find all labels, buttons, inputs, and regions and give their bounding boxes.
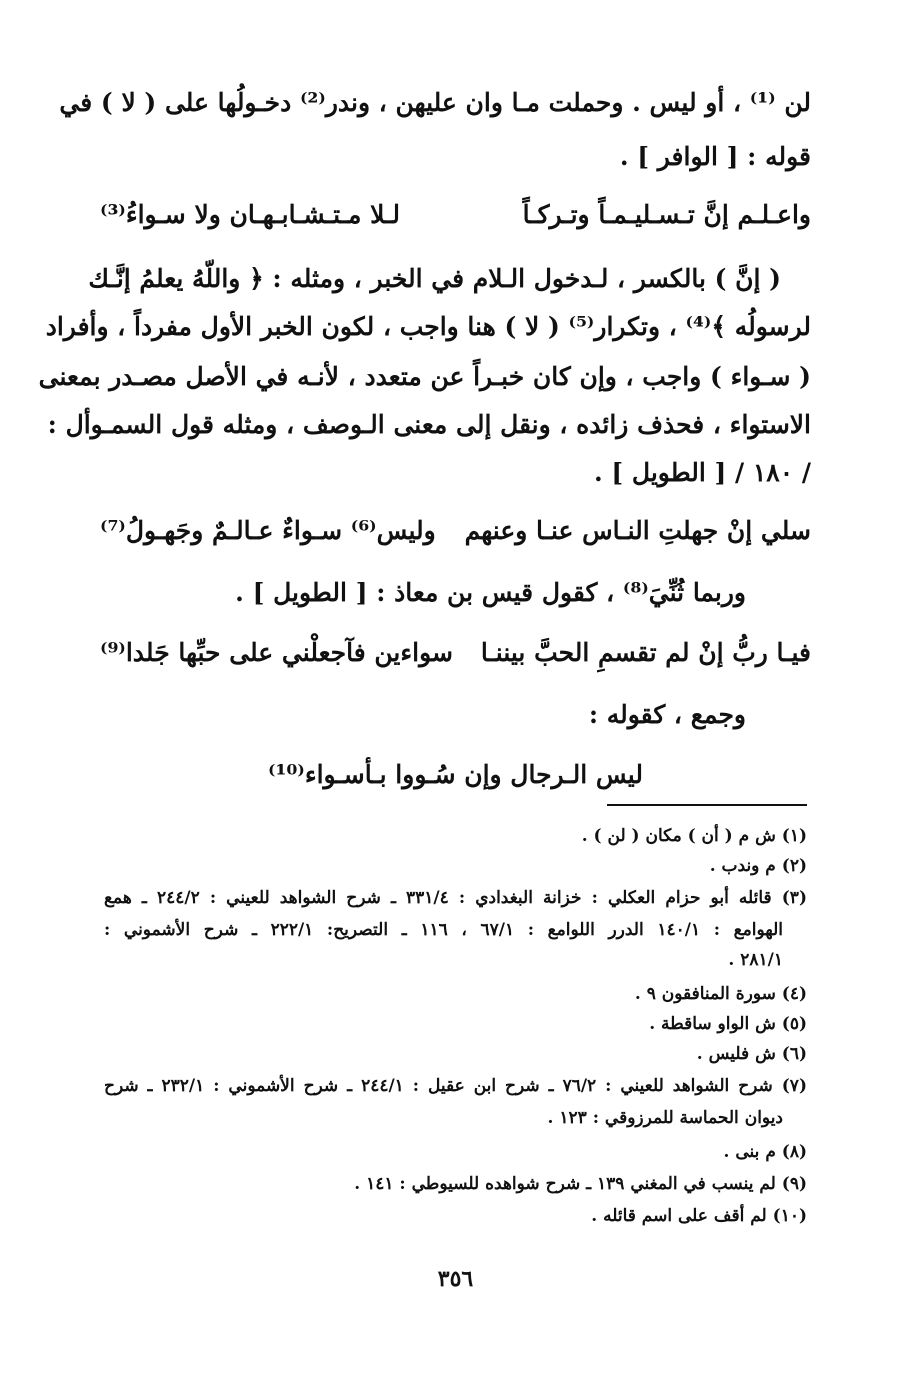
verse4: ليس الـرجال وإن سُـووا بـأسـواء⁽¹⁰⁾ [268, 760, 643, 789]
verse1-second-hemistich: لـلا مـتـشـابـهـان ولا سـواءُ⁽³⁾ [100, 200, 400, 229]
verse1-first-hemistich: واعـلـم إنَّ تـسـليـمـاً وتـركـاً [522, 200, 811, 229]
line-after-verse3: وجمع ، كقوله : [588, 700, 746, 729]
footnote-5: (٥) ش الواو ساقطة . [649, 1014, 807, 1034]
footnote-7-line-1: (٧) شرح الشواهد للعيني : ٧٦/٢ ـ شرح ابن عقيل : ٢٤٤/١ ـ شرح الأشموني : ٢٣٢/١ ـ شرح [104, 1076, 807, 1096]
footnote-3-line-3: ٢٨١/١ . [728, 950, 783, 970]
verse3-second-hemistich: سواءين فآجعلْني على حبِّها جَلدا⁽⁹⁾ [100, 638, 453, 667]
footnote-3-line-1: (٣) قائله أبو حزام العكلي : خزانة البغدادي : ٣٣١/٤ ـ شرح الشواهد للعيني : ٢٤٤/٢ ـ همع [104, 888, 807, 908]
page-number: ٣٥٦ [437, 1266, 474, 1292]
body-line-1: لن ⁽¹⁾ ، أو ليس . وحملت مـا وان عليهن ، وندر⁽²⁾ دخـولُها على ( لا ) في [59, 88, 811, 117]
footnote-1: (١) ش م ( أن ) مكان ( لن ) . [581, 826, 807, 846]
footnote-4: (٤) سورة المنافقون ٩ . [634, 984, 807, 1004]
paragraph-line-5: / ١٨٠ / [ الطويل ] . [593, 458, 811, 487]
paragraph-line-1: ( إنَّ ) بالكسر ، لـدخول الـلام في الخبر ، ومثله : ﴿ واللّهُ يعلمُ إنَّـك [88, 264, 781, 293]
verse2-second-hemistich: وليس⁽⁶⁾ سـواءٌ عـالـمٌ وجَهـولُ⁽⁷⁾ [100, 516, 436, 545]
body-line-2: قوله : [ الوافر ] . [619, 142, 811, 171]
footnote-2: (٢) م وندب . [709, 856, 807, 876]
verse3-first-hemistich: فيـا ربُّ إنْ لم تقسمِ الحبَّ بيننـا [480, 638, 811, 667]
paragraph-line-2: لرسولُه ﴾⁽⁴⁾ ، وتكرار⁽⁵⁾ ( لا ) هنا واجب ، لكون الخبر الأول مفرداً ، وأفراد [45, 312, 811, 341]
footnote-8: (٨) م بنى . [723, 1142, 807, 1162]
paragraph-line-4: الاستواء ، فحذف زائده ، ونقل إلى معنى الـوصف ، ومثله قول السمـوأل : [47, 410, 811, 439]
line-after-verse2: وربما ثُنِّيَ⁽⁸⁾ ، كقول قيس بن معاذ : [ الطويل ] . [235, 578, 746, 607]
footnote-3-line-2: الهوامع : ١٤٠/١ الدرر اللوامع : ٦٧/١ ، ١١٦ ـ التصريح: ٢٢٢/١ ـ شرح الأشموني : [104, 920, 784, 940]
footnote-10: (١٠) لم أقف على اسم قائله . [591, 1206, 807, 1226]
footnote-9: (٩) لم ينسب في المغني ١٣٩ ـ شرح شواهده للسيوطي : ١٤١ . [354, 1174, 807, 1194]
paragraph-line-3: ( سـواء ) واجب ، وإن كان خبـراً عن متعدد ، لأنـه في الأصل مصـدر بمعنى [38, 362, 811, 391]
footnote-7-line-2: ديوان الحماسة للمرزوقي : ١٢٣ . [547, 1108, 783, 1128]
footnote-6: (٦) ش فليس . [696, 1044, 807, 1064]
footnote-separator [607, 804, 807, 806]
verse2-first-hemistich: سلي إنْ جهلتِ النـاس عنـا وعنهم [464, 516, 811, 545]
